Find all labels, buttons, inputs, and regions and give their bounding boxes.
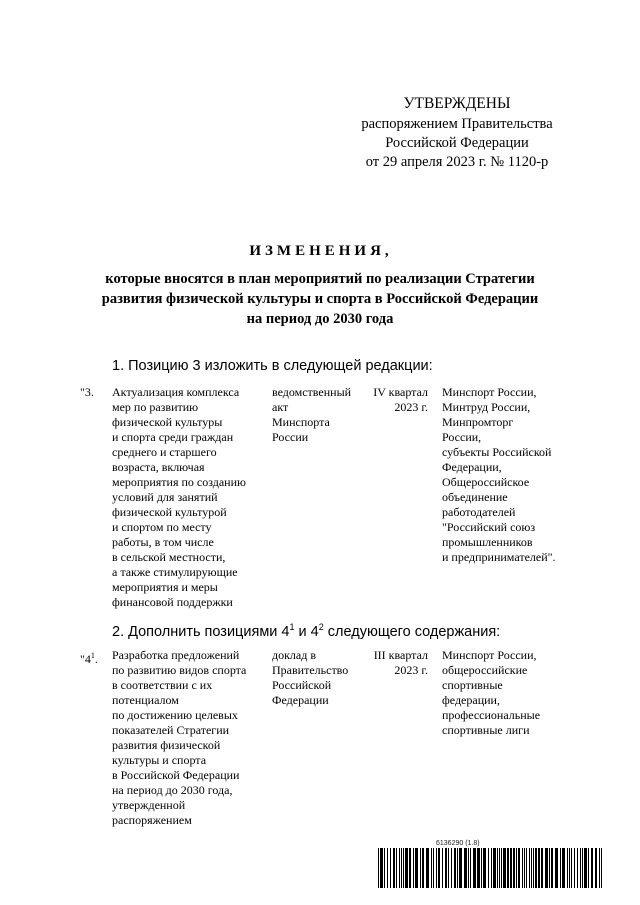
barcode-bar [454, 848, 456, 888]
barcode-bar [491, 848, 492, 888]
cell-line: Правительство [272, 663, 349, 677]
cell-line: показателей Стратегии [112, 723, 230, 737]
cell-line: а также стимулирующие [112, 565, 238, 579]
barcode-bar [555, 848, 558, 888]
cell-line: условий для занятий [112, 490, 218, 504]
barcode-label: 6136290 (1.8) [436, 840, 480, 847]
approval-title: УТВЕРЖДЕНЫ [403, 95, 511, 112]
barcode-bar [538, 848, 540, 888]
barcode-bar [393, 848, 395, 888]
cell-line: субъекты Российской [442, 445, 552, 459]
subtitle-line: развития физической культуры и спорта в Российской Федерации [101, 291, 539, 307]
position-number [80, 648, 114, 667]
barcode-bar [380, 848, 383, 888]
barcode-bar [396, 848, 397, 888]
cell-line: по развитию видов спорта [112, 663, 247, 677]
barcode-bar [378, 848, 379, 888]
barcode-bar [426, 848, 429, 888]
cell-line: работы, в том числе [112, 535, 214, 549]
barcode-bar [459, 848, 462, 888]
barcode-bar [516, 848, 517, 888]
cell-line: объединение [442, 490, 508, 504]
barcode-bar [551, 848, 553, 888]
cell-line: и спортом по месту [112, 520, 212, 534]
deadline-cell [364, 385, 428, 415]
cell-line: распоряжением [112, 813, 192, 827]
barcode-bar [481, 848, 482, 888]
position-number-main: "4 [80, 652, 91, 666]
barcode-bar [569, 848, 570, 888]
cell-line: среднего и старшего [112, 445, 217, 459]
cell-line: мероприятия по созданию [112, 475, 246, 489]
cell-line: Минспорт России, [442, 648, 537, 662]
position-number-end: . [94, 652, 98, 666]
barcode-bar [588, 848, 589, 888]
barcode-bar [493, 848, 496, 888]
cell-line: "Российский союз [442, 520, 536, 534]
barcode-image [378, 848, 602, 888]
barcode-bar [422, 848, 424, 888]
barcode-bar [507, 848, 509, 888]
superscript: 1 [289, 622, 295, 632]
barcode-bar [464, 848, 467, 888]
cell-line: России [272, 430, 309, 444]
cell-line: IV квартал [373, 385, 428, 399]
responsible-cell [442, 385, 592, 565]
cell-line: Российской [272, 678, 332, 692]
barcode-bar [601, 848, 602, 888]
barcode-bar [499, 848, 500, 888]
cell-line: развития физической [112, 738, 221, 752]
superscript: 1 [90, 651, 95, 660]
cell-line: в Российской Федерации [112, 768, 240, 782]
barcode-bar [571, 848, 572, 888]
barcode-bar [448, 848, 449, 888]
barcode-bar [510, 848, 512, 888]
cell-line: и спорта среди граждан [112, 430, 234, 444]
barcode-bar [577, 848, 578, 888]
barcode-bar [533, 848, 534, 888]
cell-line: Федерации, [442, 460, 502, 474]
cell-line: Минспорт России, [442, 385, 537, 399]
barcode-bar [580, 848, 581, 888]
barcode-bar [513, 848, 515, 888]
barcode-bar [390, 848, 391, 888]
section-2-text-c: следующего содержания: [323, 623, 501, 640]
cell-line: по достижению целевых [112, 708, 238, 722]
barcode-bar [531, 848, 532, 888]
cell-line: и предпринимателей". [442, 550, 556, 564]
deadline-cell [364, 648, 428, 678]
cell-line: России, [442, 430, 482, 444]
barcode-bar [445, 848, 447, 888]
cell-line: III квартал [373, 648, 428, 662]
barcode-bar [574, 848, 575, 888]
barcode-bar [501, 848, 502, 888]
cell-line: на период до 2030 года, [112, 783, 233, 797]
cell-line: промышленников [442, 535, 533, 549]
approval-line: Российской Федерации [385, 135, 529, 151]
barcode-bar [470, 848, 471, 888]
section-2-text-a: 2. Дополнить позициями 4 [112, 623, 290, 640]
cell-line: федерации, [442, 693, 500, 707]
cell-line: спортивные [442, 678, 503, 692]
barcode-bar [567, 848, 568, 888]
position-number: "3. [80, 385, 94, 399]
cell-line: финансовой поддержки [112, 595, 233, 609]
action-cell [112, 385, 268, 610]
barcode-bar [595, 848, 597, 888]
barcode-bar [535, 848, 537, 888]
barcode-bar [438, 848, 440, 888]
cell-line: Минспорта [272, 415, 330, 429]
cell-line: доклад в [272, 648, 317, 662]
barcode-bar [582, 848, 583, 888]
approval-block [332, 94, 582, 172]
cell-line: Минтруд России, [442, 400, 531, 414]
barcode-bar [473, 848, 476, 888]
barcode-bar [384, 848, 385, 888]
barcode-bar [545, 848, 548, 888]
barcode-bar [529, 848, 530, 888]
cell-line: Актуализация комплекса [112, 385, 240, 399]
barcode-bar [431, 848, 432, 888]
barcode-bar [522, 848, 523, 888]
section-2-text-b: и 4 [294, 623, 319, 640]
barcode-bar [457, 848, 458, 888]
cell-line: Федерации [272, 693, 329, 707]
barcode-bar [433, 848, 434, 888]
barcode-bar [526, 848, 527, 888]
barcode-bar [541, 848, 543, 888]
barcode-bar [591, 848, 593, 888]
cell-line: возраста, включая [112, 460, 205, 474]
barcode-bar [409, 848, 411, 888]
cell-line: 2023 г. [394, 663, 428, 677]
barcode-bar [451, 848, 452, 888]
document-type-cell [272, 385, 364, 445]
cell-line: профессиональные [442, 708, 541, 722]
cell-line: потенциалом [112, 693, 179, 707]
cell-line: физической культуры [112, 415, 223, 429]
action-cell [112, 648, 268, 828]
subtitle-line: на период до 2030 года [246, 311, 394, 327]
barcode-bar [436, 848, 437, 888]
cell-line: в сельской местности, [112, 550, 226, 564]
barcode-bar [518, 848, 520, 888]
document-subtitle [0, 269, 640, 329]
cell-line: утвержденной [112, 798, 186, 812]
cell-line: физической культурой [112, 505, 227, 519]
barcode-bar [488, 848, 489, 888]
barcode-bar [483, 848, 486, 888]
barcode-bar [497, 848, 498, 888]
cell-line: общероссийские [442, 663, 528, 677]
cell-line: работодателей [442, 505, 516, 519]
responsible-cell [442, 648, 592, 738]
barcode-bar [599, 848, 600, 888]
barcode-bar [560, 848, 561, 888]
cell-line: Минпромторг [442, 415, 514, 429]
cell-line: 2023 г. [394, 400, 428, 414]
cell-line: мер по развитию [112, 400, 199, 414]
document-heading [0, 243, 640, 329]
barcode-bar [503, 848, 506, 888]
barcode-bar [401, 848, 402, 888]
barcode-bar [420, 848, 421, 888]
barcode-bar [405, 848, 408, 888]
barcode-bar [524, 848, 525, 888]
barcode-bar [387, 848, 388, 888]
barcode-bar [399, 848, 400, 888]
superscript: 2 [318, 622, 324, 632]
cell-line: Разработка предложений [112, 648, 240, 662]
cell-line: мероприятия и меры [112, 580, 218, 594]
document-type-cell [272, 648, 364, 708]
barcode-bar [403, 848, 404, 888]
barcode-bar [584, 848, 587, 888]
barcode-bar [477, 848, 480, 888]
cell-line: спортивные лиги [442, 723, 530, 737]
approval-line: от 29 апреля 2023 г. № 1120-р [365, 154, 549, 170]
cell-line: культуры и спорта [112, 753, 207, 767]
section-2-title [112, 622, 500, 640]
barcode-bar [562, 848, 565, 888]
cell-line: в соответствии с их [112, 678, 213, 692]
cell-line: акт [272, 400, 289, 414]
barcode-bar [549, 848, 550, 888]
document-title: ИЗМЕНЕНИЯ, [249, 243, 393, 259]
barcode-bar [442, 848, 443, 888]
barcode-bar [468, 848, 469, 888]
section-1-title: 1. Позицию 3 изложить в следующей редакции: [112, 358, 433, 374]
barcode-bar [415, 848, 418, 888]
cell-line: Общероссийское [442, 475, 530, 489]
subtitle-line: которые вносятся в план мероприятий по реализации Стратегии [105, 271, 535, 287]
cell-line: ведомственный [272, 385, 352, 399]
barcode-bar [413, 848, 414, 888]
approval-line: распоряжением Правительства [361, 116, 553, 132]
